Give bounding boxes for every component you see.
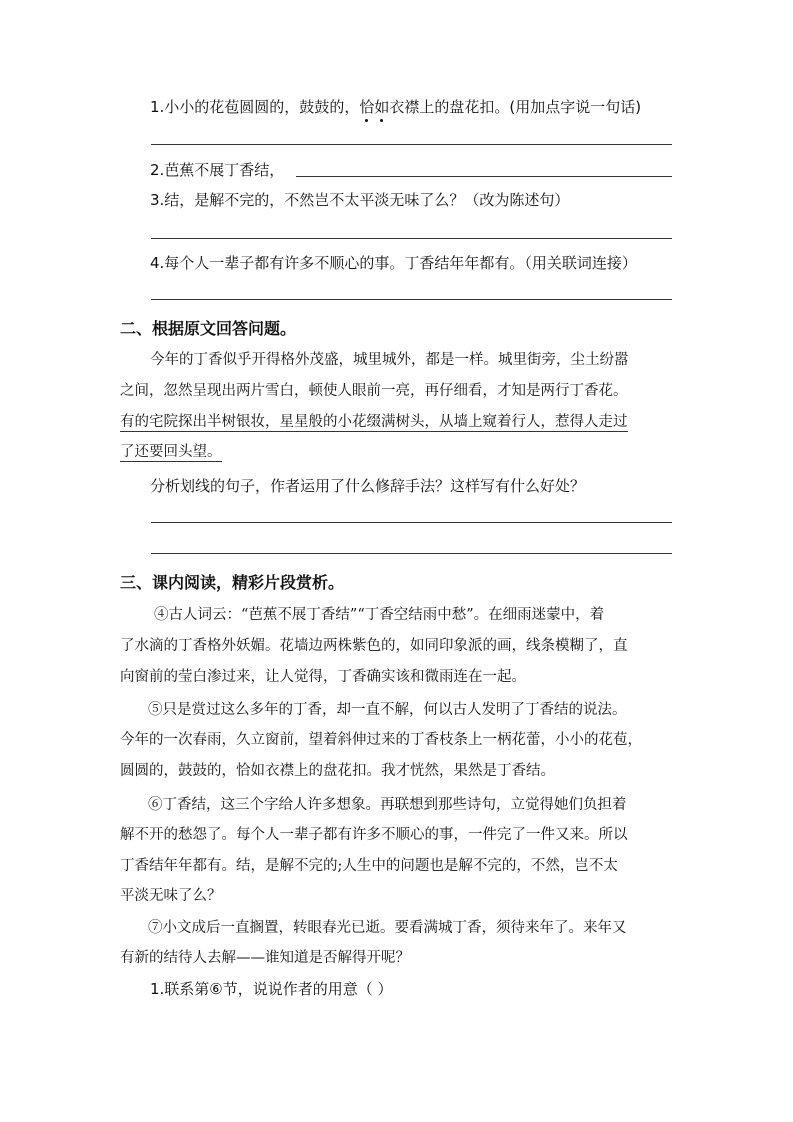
answer-line-3[interactable] [151, 238, 672, 239]
question-3: 3.结，是解不完的，不然岂不太平淡无味了么？（改为陈述句） [150, 191, 570, 209]
question-2: 2.芭蕉不展丁香结， [150, 161, 285, 179]
answer-line-4[interactable] [151, 299, 672, 300]
passage-line: 之间，忽然呈现出两片雪白，顿使人眼前一亮，再仔细看，才知是两行丁香花。 [120, 383, 628, 399]
paragraph-5-line: 圆圆的，鼓鼓的，恰如衣襟上的盘花扣。我才恍然，果然是丁香结。 [120, 763, 555, 779]
answer-line-5[interactable] [151, 522, 672, 523]
paragraph-4-line: 向窗前的莹白渗过来，让人觉得，丁香确实该和微雨连在一起。 [120, 669, 526, 685]
section-2-heading: 二、根据原文回答问题。 [120, 319, 297, 338]
question-1-suffix: 衣襟上的盘花扣。(用加点字说一句话) [389, 98, 642, 116]
question-1-prefix: 1.小小的花苞圆圆的，鼓鼓的， [150, 98, 360, 116]
paragraph-6-line: 平淡无味了么？ [120, 888, 222, 904]
answer-line-6[interactable] [151, 553, 672, 554]
question-1 [150, 97, 641, 117]
paragraph-6-line: ⑥丁香结，这三个字给人许多想象。再联想到那些诗句，立觉得她们负担着 [148, 797, 627, 813]
paragraph-5-line: 今年的一次春雨，久立窗前，望着斜伸过来的丁香枝条上一柄花蕾，小小的花苞， [120, 732, 642, 748]
section-3-heading: 三、课内阅读，精彩片段赏析。 [120, 573, 345, 592]
underlined-sentence-line [120, 412, 628, 432]
answer-line-2[interactable] [296, 176, 672, 177]
dotted-char-1: 恰 [359, 98, 375, 116]
underlined-text: 了还要回头望。 [120, 444, 222, 460]
paragraph-7-line: 有新的结待人去解——谁知道是否解得开呢？ [120, 950, 410, 966]
section-2-question: 分析划线的句子，作者运用了什么修辞手法？这样写有什么好处？ [150, 477, 586, 495]
passage-line: 今年的丁香似乎开得格外茂盛，城里城外，都是一样。城里街旁，尘土纷嚣 [150, 352, 629, 368]
question-4: 4.每个人一辈子都有许多不顺心的事。丁香结年年都有。（用关联词连接） [150, 254, 637, 272]
underlined-sentence-line [120, 442, 222, 462]
dotted-char-2: 如 [374, 98, 390, 116]
paragraph-6-line: 解不开的愁怨了。每个人一辈子都有许多不顺心的事，一件完了一件又来。所以 [120, 827, 628, 843]
answer-line-1[interactable] [151, 144, 672, 145]
paragraph-4-line: 了水滴的丁香格外妖媚。花墙边两株紫色的，如同印象派的画，线条模糊了，直 [120, 638, 628, 654]
section-3-question-1: 1.联系第⑥节，说说作者的用意（ ） [150, 980, 393, 998]
paragraph-5-line: ⑤只是赏过这么多年的丁香，却一直不解，何以古人发明了丁香结的说法。 [148, 702, 627, 718]
underlined-text: 有的宅院探出半树银妆，星星般的小花缀满树头，从墙上窥着行人，惹得人走过 [120, 414, 628, 430]
paragraph-4-line: ④古人词云：“芭蕉不展丁香结”“丁香空结雨中愁”。在细雨迷蒙中，着 [154, 607, 605, 623]
paragraph-7-line: ⑦小文成后一直搁置，转眼春光已逝。要看满城丁香，须待来年了。来年又 [148, 920, 627, 936]
paragraph-6-line: 丁香结年年都有。结，是解不完的;人生中的问题也是解不完的，不然，岂不太 [120, 858, 618, 874]
